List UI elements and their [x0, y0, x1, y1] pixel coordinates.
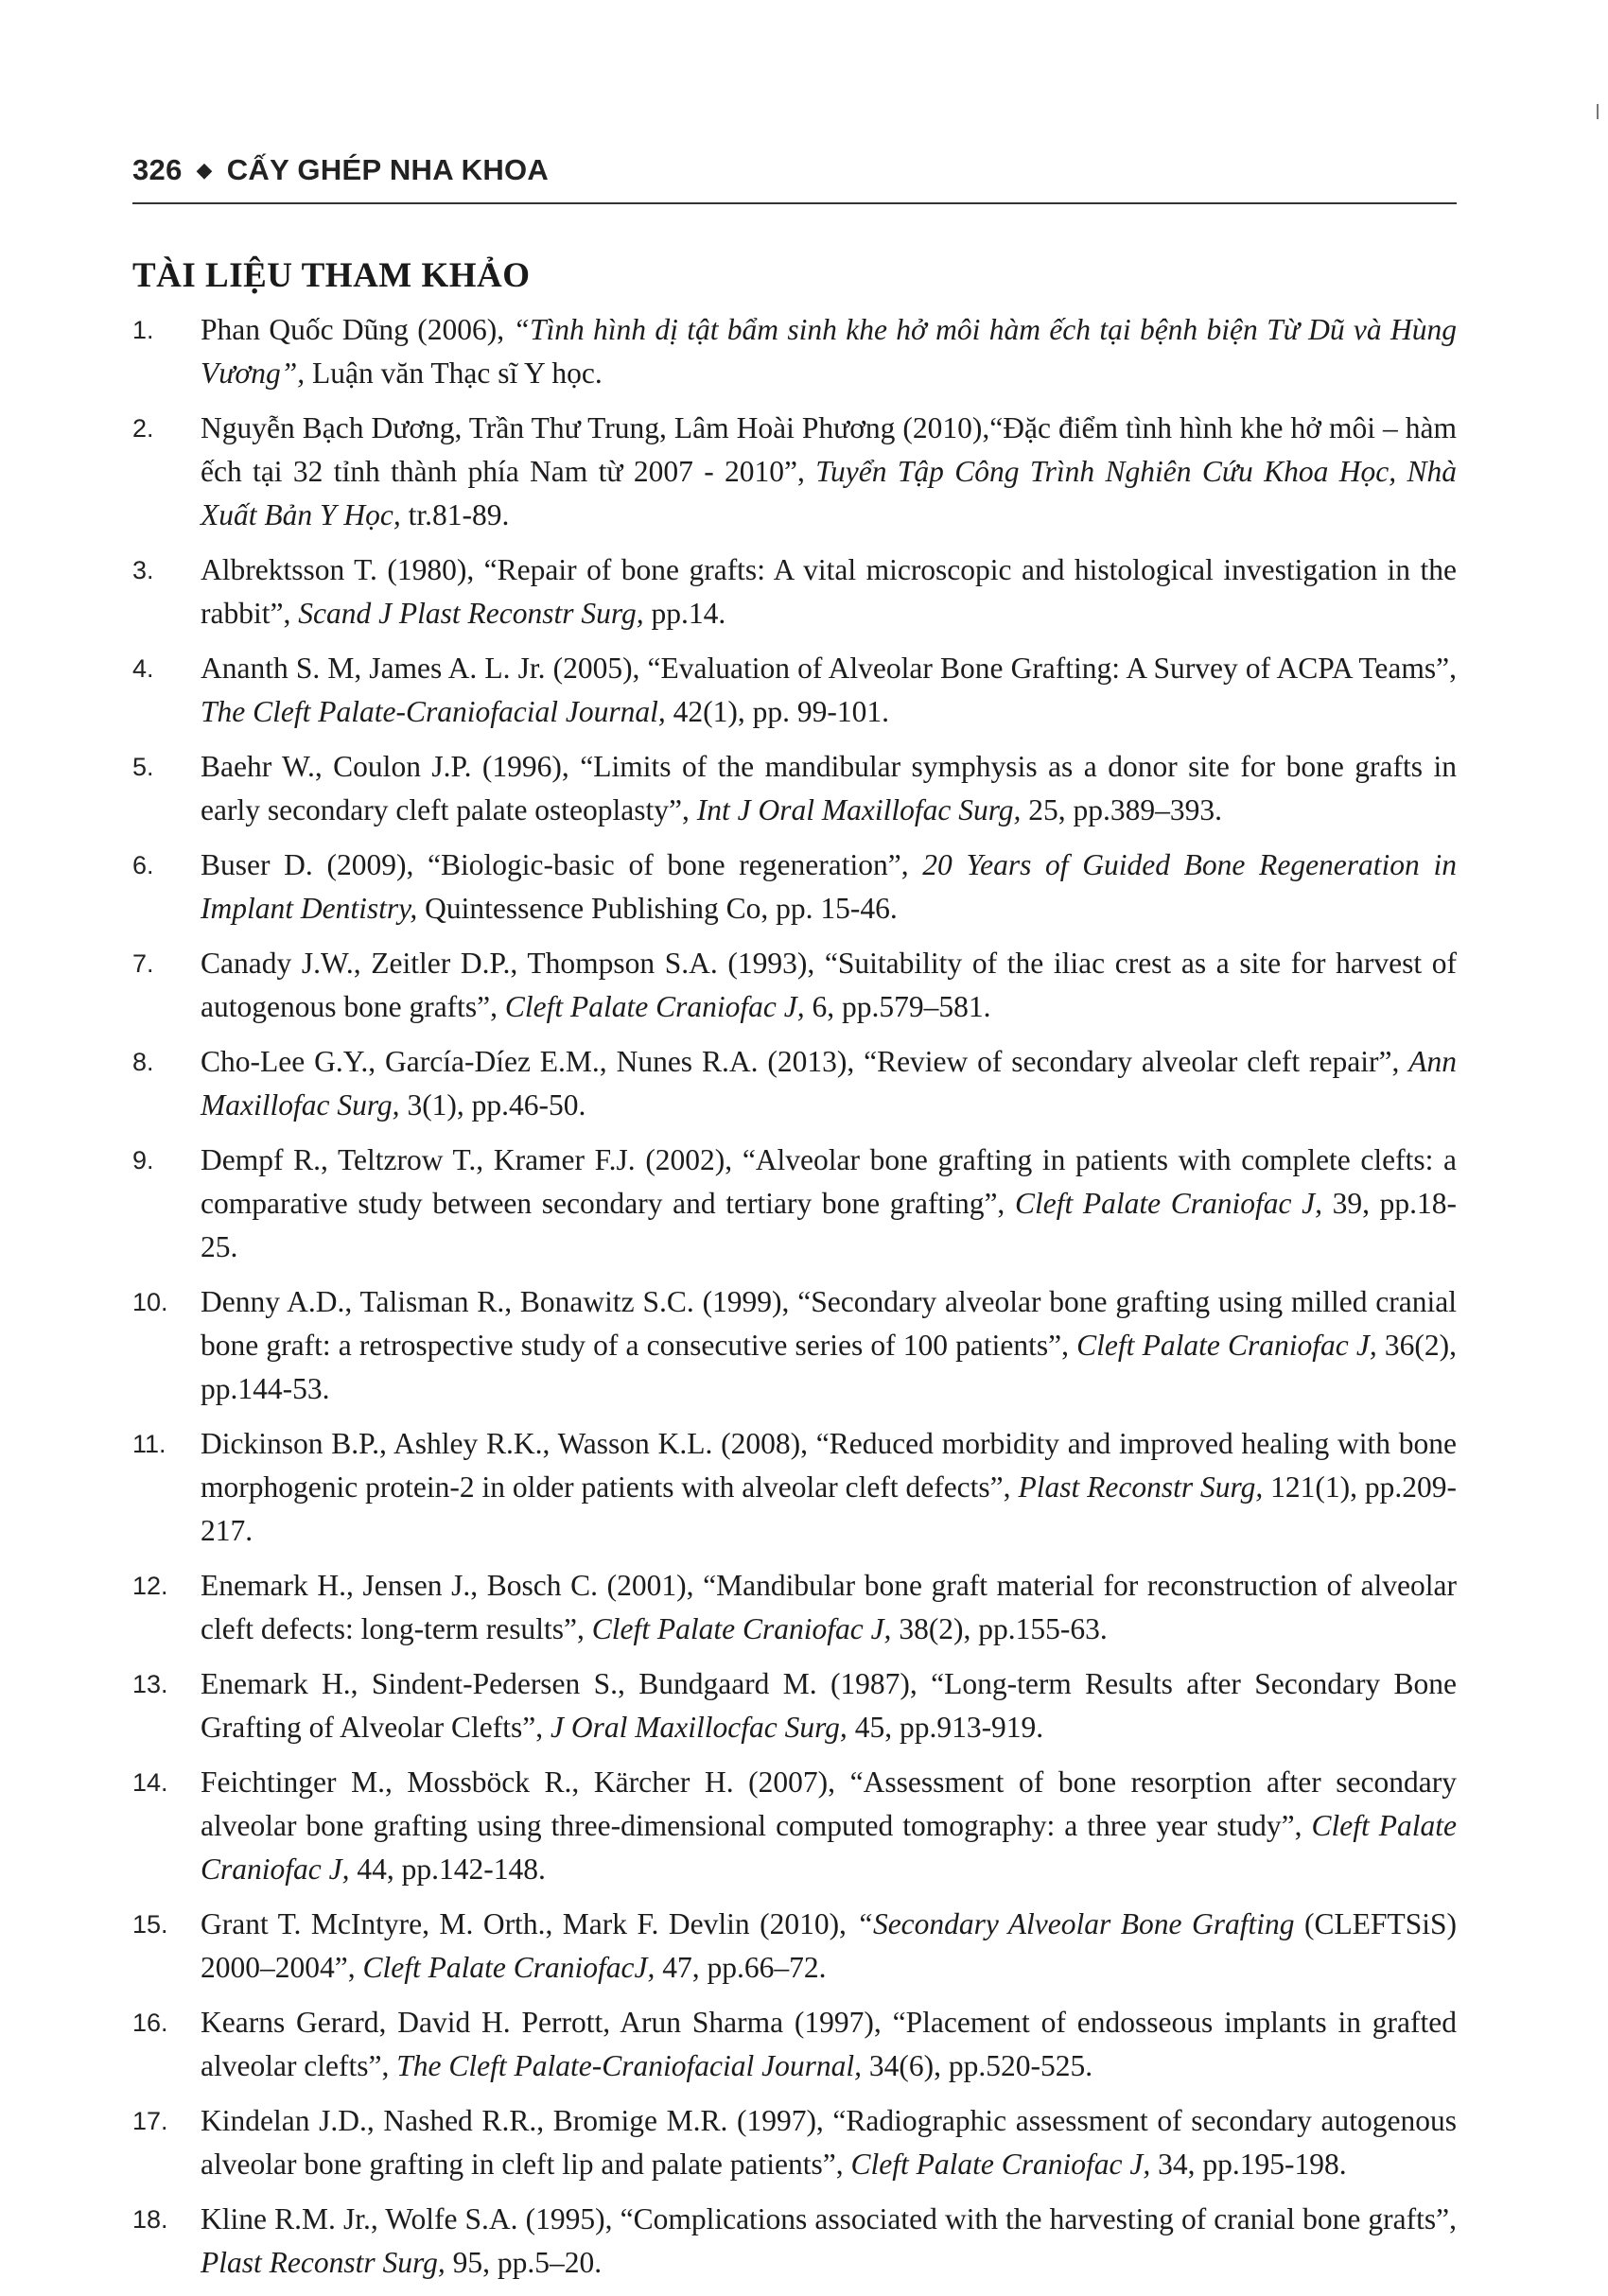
reference-text: Feichtinger M., Mossböck R., Kärcher H. (2007), “Assessment of bone resorption after secondary alveolar bone grafting using three-dimensional computed tomography: a three year study”, [201, 1765, 1457, 1842]
reference-source: Plast Reconstr Surg, [1018, 1470, 1264, 1504]
reference-item [132, 1139, 1457, 1269]
reference-number: 17. [132, 2107, 168, 2135]
reference-text: Kindelan J.D., Nashed R.R., Bromige M.R. (1997), “Radiographic assessment of secondary autogenous alveolar bone grafting in cleft lip and palate patients”, [201, 2104, 1457, 2181]
reference-text: Kline R.M. Jr., Wolfe S.A. (1995), “Complications associated with the harvesting of cranial bone grafts”, [201, 2202, 1457, 2235]
reference-source: Ann Maxillofac Surg, [201, 1045, 1457, 1122]
reference-text: Kearns Gerard, David H. Perrott, Arun Sharma (1997), “Placement of endosseous implants in grafted alveolar clefts”, [201, 2006, 1457, 2082]
reference-number: 1. [132, 316, 154, 344]
reference-item [132, 1422, 1457, 1553]
reference-title: “Secondary Alveolar Bone Grafting [856, 1907, 1295, 1940]
reference-text: 42(1), pp. 99-101. [665, 695, 889, 728]
reference-source: Cleft Palate Craniofac J, [850, 2148, 1151, 2181]
book-title: CẤY GHÉP NHA KHOA [226, 153, 550, 186]
reference-source: Cleft Palate CraniofacJ, [362, 1951, 655, 1984]
reference-number: 10. [132, 1288, 168, 1316]
reference-text: Canady J.W., Zeitler D.P., Thompson S.A. (1993), “Suitability of the iliac crest as a site for harvest of autogenous bone grafts”, [201, 947, 1457, 1023]
reference-item [132, 647, 1457, 734]
reference-text: Quintessence Publishing Co, pp. 15-46. [417, 892, 898, 925]
reference-source: J Oral Maxillocfac Surg, [551, 1711, 848, 1744]
reference-text: Buser D. (2009), “Biologic-basic of bone regeneration”, [201, 848, 923, 881]
reference-list [132, 308, 1457, 2296]
reference-text: (CLEFTSiS) 2000–2004”, [201, 1907, 1457, 1984]
section-title: TÀI LIỆU THAM KHẢO [132, 256, 531, 295]
reference-text: Enemark H., Jensen J., Bosch C. (2001), “Mandibular bone graft material for reconstruction of alveolar cleft defects: long-term results”, [201, 1569, 1457, 1645]
reference-number: 11. [132, 1430, 166, 1458]
reference-text: Grant T. McIntyre, M. Orth., Mark F. Devlin (2010), [201, 1907, 857, 1940]
reference-item [132, 1040, 1457, 1127]
reference-source: The Cleft Palate-Craniofacial Journal, [396, 2049, 862, 2082]
reference-item [132, 745, 1457, 832]
reference-source: Cleft Palate Craniofac J, [1014, 1187, 1322, 1220]
reference-source: Int J Oral Maxillofac Surg, [696, 793, 1022, 826]
reference-title: “Tình hình dị tật bẩm sinh khe hở môi hàm ếch tại bệnh biện Từ Dũ và Hùng Vương”, [201, 313, 1457, 390]
reference-text: Denny A.D., Talisman R., Bonawitz S.C. (1999), “Secondary alveolar bone grafting using milled cranial bone graft: a retrospective study of a consecutive series of 100 patients”, [201, 1285, 1457, 1362]
reference-number: 5. [132, 753, 154, 781]
reference-source: The Cleft Palate-Craniofacial Journal, [201, 695, 666, 728]
reference-number: 12. [132, 1572, 168, 1600]
reference-item [132, 1564, 1457, 1651]
reference-number: 6. [132, 851, 154, 879]
reference-item [132, 308, 1457, 395]
reference-item [132, 548, 1457, 635]
reference-number: 16. [132, 2009, 168, 2037]
reference-text: Dickinson B.P., Ashley R.K., Wasson K.L. (2008), “Reduced morbidity and improved healing with bone morphogenic protein-2 in older patients with alveolar cleft defects”, [201, 1427, 1457, 1504]
reference-number: 15. [132, 1910, 168, 1939]
reference-item [132, 407, 1457, 537]
reference-text: Dempf R., Teltzrow T., Kramer F.J. (2002), “Alveolar bone grafting in patients with complete clefts: a comparative study between secondary and tertiary bone grafting”, [201, 1143, 1457, 1220]
reference-text: 34, pp.195-198. [1150, 2148, 1347, 2181]
reference-source: Cleft Palate Craniofac J, [504, 990, 805, 1023]
reference-text: Ananth S. M, James A. L. Jr. (2005), “Evaluation of Alveolar Bone Grafting: A Survey of ACPA Teams”, [201, 652, 1457, 685]
reference-text: 47, pp.66–72. [655, 1951, 827, 1984]
reference-number: 7. [132, 949, 154, 978]
reference-number: 2. [132, 414, 154, 443]
reference-source: Cleft Palate Craniofac J, [1076, 1329, 1377, 1362]
reference-item [132, 2001, 1457, 2088]
reference-text: 44, pp.142-148. [349, 1852, 546, 1886]
reference-source: Tuyển Tập Công Trình Nghiên Cứu Khoa Học, Nhà Xuất Bản Y Học, [201, 455, 1457, 531]
reference-text: 95, pp.5–20. [445, 2246, 603, 2279]
reference-item [132, 844, 1457, 931]
reference-text: Phan Quốc Dũng (2006), [201, 313, 514, 346]
reference-item [132, 2099, 1457, 2186]
reference-number: 13. [132, 1670, 168, 1698]
reference-item [132, 1662, 1457, 1749]
reference-text: 6, pp.579–581. [804, 990, 991, 1023]
reference-item [132, 942, 1457, 1029]
reference-text: 38(2), pp.155-63. [891, 1612, 1108, 1645]
reference-number: 9. [132, 1146, 154, 1174]
reference-source: Cleft Palate Craniofac J, [591, 1612, 892, 1645]
reference-item [132, 2198, 1457, 2285]
reference-text: Baehr W., Coulon J.P. (1996), “Limits of the mandibular symphysis as a donor site for bone grafts in early secondary cleft palate osteoplasty”, [201, 750, 1457, 826]
header-divider [132, 202, 1457, 204]
reference-number: 3. [132, 556, 154, 584]
reference-source: Scand J Plast Reconstr Surg, [298, 597, 644, 630]
page-edge-mark [1597, 104, 1599, 119]
reference-text: 121(1), pp.209-217. [201, 1470, 1457, 1547]
reference-text: Albrektsson T. (1980), “Repair of bone grafts: A vital microscopic and histological investigation in the rabbit”, [201, 553, 1457, 630]
reference-text: Enemark H., Sindent-Pedersen S., Bundgaard M. (1987), “Long-term Results after Secondary Bone Grafting of Alveolar Clefts”, [201, 1667, 1457, 1744]
reference-number: 14. [132, 1768, 168, 1797]
reference-text: tr.81-89. [400, 498, 510, 531]
reference-text: 39, pp.18-25. [201, 1187, 1457, 1263]
reference-source: 20 Years of Guided Bone Regeneration in Implant Dentistry, [201, 848, 1457, 925]
reference-item [132, 1280, 1457, 1411]
reference-text: Cho-Lee G.Y., García-Díez E.M., Nunes R.A. (2013), “Review of secondary alveolar cleft repair”, [201, 1045, 1409, 1078]
reference-source: Plast Reconstr Surg, [201, 2246, 446, 2279]
running-header [132, 153, 1457, 187]
page-number: 326 [132, 153, 183, 186]
reference-text: Luận văn Thạc sĩ Y học. [305, 357, 603, 390]
reference-source: Cleft Palate Craniofac J, [201, 1809, 1457, 1886]
reference-text: pp.14. [643, 597, 726, 630]
reference-text: 34(6), pp.520-525. [861, 2049, 1093, 2082]
reference-text: 45, pp.913-919. [847, 1711, 1044, 1744]
reference-item [132, 1903, 1457, 1990]
reference-text: 36(2), pp.144-53. [201, 1329, 1457, 1405]
reference-number: 8. [132, 1048, 154, 1076]
diamond-separator-icon: ◆ [196, 158, 213, 182]
reference-number: 18. [132, 2205, 168, 2234]
reference-text: 25, pp.389–393. [1021, 793, 1223, 826]
reference-text: Nguyễn Bạch Dương, Trần Thư Trung, Lâm Hoài Phương (2010),“Đặc điểm tình hình khe hở môi – hàm ếch tại 32 tỉnh thành phía Nam từ 2007 - 2010”, [201, 411, 1457, 488]
reference-text: 3(1), pp.46-50. [399, 1088, 586, 1122]
reference-number: 4. [132, 654, 154, 683]
reference-item [132, 1761, 1457, 1891]
